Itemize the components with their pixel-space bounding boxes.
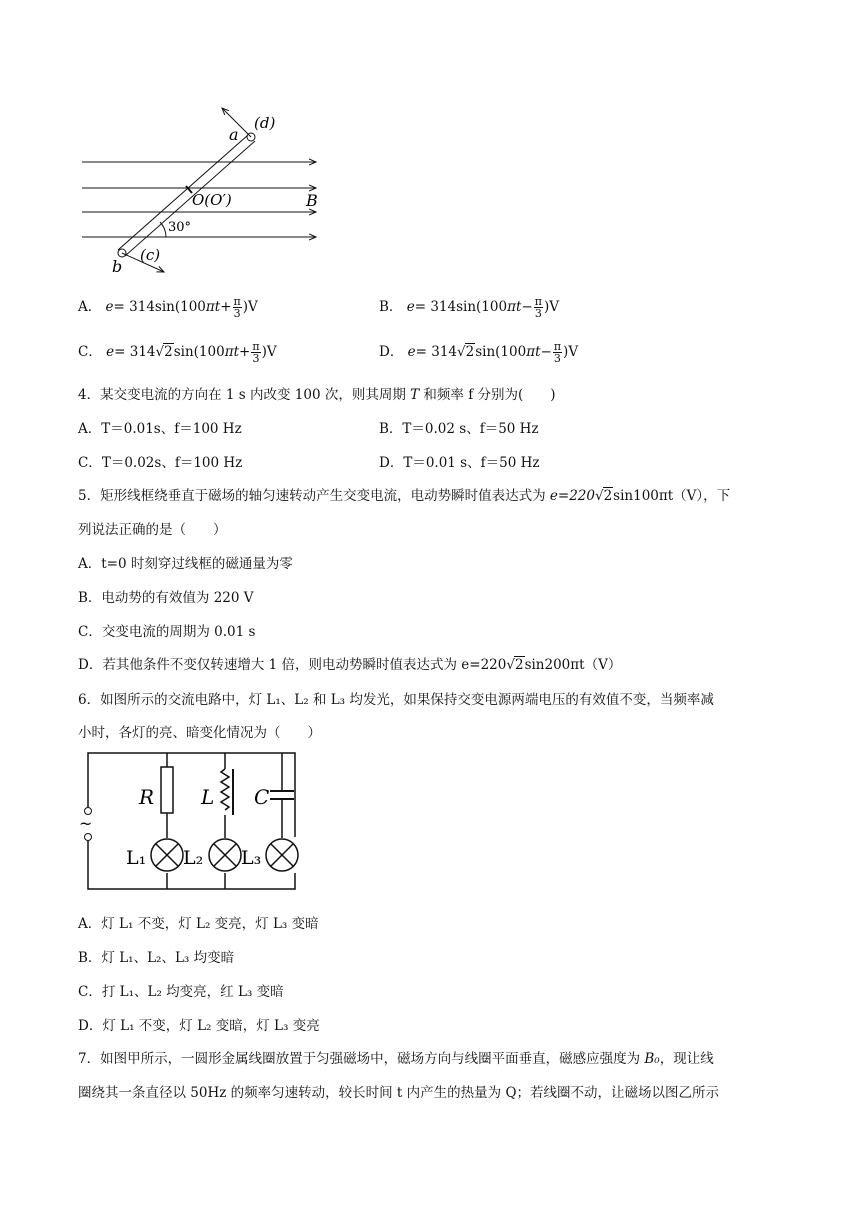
source-symbol: ~ [79, 814, 93, 833]
label-a: a [229, 125, 239, 144]
label-C: C [254, 785, 270, 809]
q3-option-d[interactable]: D． e= 314√2sin(100πt− $\frac{\pi}{3}$ )V [379, 340, 579, 365]
label-L2: L₂ [183, 847, 204, 869]
q4-option-c[interactable]: C．T＝0.02s、f＝100 Hz [78, 455, 243, 471]
resistor [161, 767, 173, 813]
q5-option-a[interactable]: A．t=0 时刻穿过线框的磁通量为零 [78, 556, 293, 572]
q6-option-d[interactable]: D．灯 L₁ 不变，灯 L₂ 变暗，灯 L₃ 变亮 [78, 1018, 320, 1034]
q5-option-b[interactable]: B．电动势的有效值为 220 V [78, 590, 254, 606]
q5-stem: 5．矩形线框绕垂直于磁场的轴匀速转动产生交变电流，电动势瞬时值表达式为 e=220√2sin100πt（V），下 [78, 488, 731, 504]
label-b: b [112, 257, 123, 276]
label-O: O(O′) [192, 191, 232, 209]
label-L: L [201, 785, 215, 809]
label-L1: L₁ [126, 847, 147, 869]
rotating-coil-figure [70, 100, 340, 280]
q6-option-a[interactable]: A．灯 L₁ 不变，灯 L₂ 变亮，灯 L₃ 变暗 [78, 916, 319, 932]
lamp-L2 [209, 839, 241, 871]
circuit-figure [70, 745, 320, 895]
label-B: B [306, 191, 318, 210]
q7-stem: 7．如图甲所示，一圆形金属线圈放置于匀强磁场中，磁场方向与线圈平面垂直，磁感应强度为 B₀，现让线 [78, 1051, 714, 1067]
q5-option-c[interactable]: C．交变电流的周期为 0.01 s [78, 624, 256, 640]
lamp-L1 [151, 839, 183, 871]
q6-stem: 6．如图所示的交流电路中，灯 L₁、L₂ 和 L₃ 均发光，如果保持交变电源两端电压的有效值不变，当频率减 [78, 692, 714, 708]
q3-option-c[interactable]: C． e= 314√2sin(100πt+ $\frac{\pi}{3}$ )V [78, 340, 277, 365]
q6-option-b[interactable]: B．灯 L₁、L₂、L₃ 均变暗 [78, 950, 235, 966]
q5-stem-line2: 列说法正确的是（ ） [78, 522, 227, 538]
q3-option-b[interactable]: B． e= 314sin(100πt− $\frac{\pi}{3}$ )V [379, 295, 559, 320]
inductor [221, 769, 229, 810]
q4-stem: 4．某交变电流的方向在 1 s 内改变 100 次，则其周期 T 和频率 f 分别为( ) [78, 387, 556, 403]
label-R: R [139, 785, 155, 809]
label-c: (c) [140, 246, 161, 264]
q3-option-a[interactable]: A． e= 314sin(100πt+ $\frac{\pi}{3}$ )V [78, 295, 258, 320]
q6-option-c[interactable]: C．打 L₁、L₂ 均变亮，红 L₃ 变暗 [78, 984, 284, 1000]
label-angle: 30° [168, 220, 192, 235]
q4-option-b[interactable]: B．T＝0.02 s、f＝50 Hz [379, 421, 539, 437]
q5-option-d[interactable]: D．若其他条件不变仅转速增大 1 倍，则电动势瞬时值表达式为 e=220√2sin200πt（V） [78, 657, 622, 673]
q7-stem-line2: 圈绕其一条直径以 50Hz 的频率匀速转动，较长时间 t 内产生的热量为 Q；若线圈不动，让磁场以图乙所示 [78, 1085, 720, 1101]
label-L3: L₃ [241, 847, 262, 869]
label-d: (d) [254, 114, 276, 132]
q4-option-d[interactable]: D．T＝0.01 s、f＝50 Hz [379, 455, 540, 471]
q4-option-a[interactable]: A．T＝0.01s、f＝100 Hz [78, 421, 242, 437]
lamp-L3 [266, 839, 298, 871]
q6-stem-line2: 小时，各灯的亮、暗变化情况为（ ） [78, 725, 321, 741]
